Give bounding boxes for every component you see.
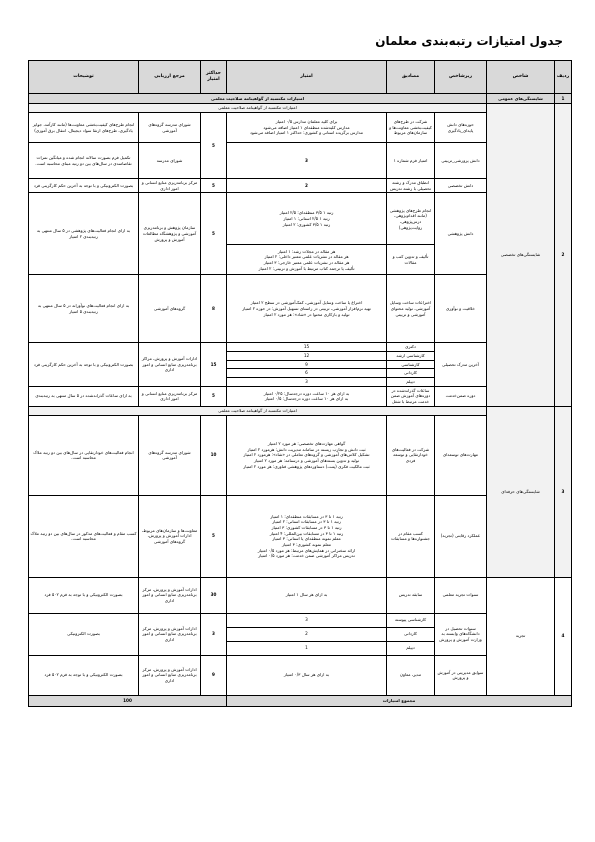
score-cell: 3 bbox=[227, 378, 387, 387]
header-examples: مصادیق bbox=[387, 61, 435, 94]
header-row-number: ردیف bbox=[555, 61, 572, 94]
header-score: امتیاز bbox=[227, 61, 387, 94]
score-cell: به ازای هر سال ۱ امتیاز bbox=[227, 577, 387, 613]
reference-cell: ادارات آموزش و پرورش، مرکز برنامه‌ریزی منابع انسانی و امور اداری bbox=[139, 577, 201, 613]
subindex-cell: دانش تخصصی bbox=[435, 179, 487, 193]
subindex-cell: مهارت‌های توسعه‌ای bbox=[435, 415, 487, 495]
index-cell: شایستگی‌های عمومی bbox=[487, 94, 555, 104]
reference-cell: گروه‌های آموزشی bbox=[139, 275, 201, 343]
examples-cell: ساعات گذراندشده در دوره‌های آموزش ضمن خدمت مرتبط با شغل bbox=[387, 386, 435, 406]
total-label: مجموع امتیازات bbox=[227, 695, 572, 706]
examples-cell: انطباق مدرک و رشته تحصیلی با رشته تدریس bbox=[387, 179, 435, 193]
reference-cell: ادارات آموزش و پرورش، مرکز برنامه‌ریزی منابع انسانی و امور اداری bbox=[139, 655, 201, 695]
document-title: جدول امتیازات رتبه‌بندی معلمان bbox=[375, 34, 563, 48]
examples-cell: شرکت در فعالیت‌های خودارتقایی و توسعه فردی bbox=[387, 415, 435, 495]
score-cell: برای کلیه معلمان مدارس ۰/۵ امتیاز مدارس کلیه‌شده منطقه‌ای ۱ امتیاز اضافه می‌شود مدارس برگزیده استانی و کشوری: حداکثر ۱ امتیاز اضافه می‌شود bbox=[227, 113, 387, 143]
max-score-cell: 5 bbox=[201, 113, 227, 179]
max-score-cell: 30 bbox=[201, 577, 227, 613]
notes-cell: به ازای انجام فعالیت‌های پژوهشی در ۵ سال منتهی به رتبه‌بندی ۲ امتیاز bbox=[29, 193, 139, 275]
score-cell: اختراع یا ساخت وسایل آموزشی، کمک‌آموزشی در سطح ۲ امتیاز تهیه نرم‌افزار آموزشی، تربیتی در راستای تسهیل آموزش: در حوزه ۲ امتیاز تولید و بازکاری محتوا در «شاد»: هر مورد ۲ امتیاز bbox=[227, 275, 387, 343]
reference-cell: سازمان پژوهش و برنامه‌ریزی آموزشی و پژوهشگاه مطالعات آموزش و پرورش bbox=[139, 193, 201, 275]
subindex-cell: عملکرد رقابتی (تجربه) bbox=[435, 495, 487, 577]
max-score-cell: 9 bbox=[201, 655, 227, 695]
max-score-cell: 5 bbox=[201, 179, 227, 193]
reference-cell: شورای مدرسه گروه‌های آموزشی bbox=[139, 415, 201, 495]
row-number: 2 bbox=[555, 104, 572, 407]
score-cell: 3 bbox=[227, 143, 387, 179]
notes-cell: به ازای انجام فعالیت‌های نوآورانه در ۵ سال منتهی به رتبه‌بندی ۵ امتیاز bbox=[29, 275, 139, 343]
table-row bbox=[29, 94, 572, 104]
score-cell: هر مقاله در مجلات رشد: ۱ امتیاز هر مقاله در نشریات علمی معتبر داخلی: ۲ امتیاز هر مقاله در نشریات علمی معتبر خارجی: ۳ امتیاز تألیف یا ترجمه کتاب مرتبط با آموزش و تربیتی: ۲ امتیاز bbox=[227, 245, 387, 275]
subindex-cell: دانش پرورشی_تربیتی bbox=[435, 143, 487, 179]
degree-cell: کارشناسی پیوسته bbox=[387, 613, 435, 627]
score-cell: گواهی مهارت‌های تخصصی: هر مورد ۲ امتیاز ثبت دانش و تجارب زیسته در سامانه مدیریت دانش: هرمورد ۲ امتیاز تشکیل کلاس‌های آموزشی و گروه‌های تعاملی در «شاد»: هرمورد ۲ امتیاز تولید و تدوین بسته‌های آموزشی و درسنامه: هر مورد ۲ امتیاز ثبت مالکیت فکری (پتنت) دستاوردهای پژوهشی فناوری: هر مورد ۲ امتیاز bbox=[227, 415, 387, 495]
table-row bbox=[29, 406, 572, 415]
notes-cell: به ازای ساعات گذراندشده در ۵ سال منتهی به رتبه‌بندی bbox=[29, 386, 139, 406]
reference-cell: شورای مدرسه bbox=[139, 143, 201, 179]
certificate-bar: امتیازات مکتسبه از گواهینامه صلاحیت معلمی bbox=[29, 94, 487, 104]
subindex-cell: آخرین مدرک تحصیلی bbox=[435, 343, 487, 386]
max-score-cell: 8 bbox=[201, 275, 227, 343]
subindex-cell: سوابق مدیریتی در آموزش و پرورش bbox=[435, 655, 487, 695]
examples-cell: مدیر، معاون bbox=[387, 655, 435, 695]
notes-cell: تکمیل فرم بصورت سالانه انجام شده و میانگین نمرات تقاضامندی در سال‌های بین دو رتبه مبنای محاسبه است. bbox=[29, 143, 139, 179]
scoring-table bbox=[28, 60, 572, 707]
score-cell: به ازای هر سال ۰/۳ امتیاز bbox=[227, 655, 387, 695]
header-reference: مرجع ارزیابی bbox=[139, 61, 201, 94]
notes-cell: بصورت الکترونیکی bbox=[29, 613, 139, 655]
score-cell: رتبه ۱ تا ۳ در مسابقات منطقه‌ای: ۱ امتیاز رتبه ۱ تا ۳ در مسابقات استانی: ۲ امتیاز رتبه ۱ تا ۳ در مسابقات کشوری: ۳ امتیاز رتبه ۱ تا ۳ در مسابقات بین‌المللی: ۴ امتیاز معلم نمونه منطقه‌ای یا استانی: ۳ امتیاز معلم نمونه کشوری: ۳ امتیاز ارائه سخنرانی در همایش‌های مرتبط: هر مورد ۰/۵ امتیاز تدریس مراکز آموزشی ضمن خدمت: هر مورد ۰/۵ امتیاز bbox=[227, 495, 387, 577]
subindex-cell: دوره ضمن‌خدمت bbox=[435, 386, 487, 406]
score-cell: 3 bbox=[227, 613, 387, 627]
notes-cell: بصورت الکترونیکی و با توجه به آخرین حکم کارگزینی فرد bbox=[29, 179, 139, 193]
max-score-cell: 5 bbox=[201, 386, 227, 406]
reference-cell: شورای مدرسه گروه‌های آموزشی bbox=[139, 113, 201, 143]
subindex-cell: خلاقیت و نوآوری bbox=[435, 275, 487, 343]
score-cell: 9 bbox=[227, 360, 387, 369]
header-notes: توضیحات bbox=[29, 61, 139, 94]
index-cell: شایستگی‌های حرفه‌ای bbox=[487, 406, 555, 577]
max-score-cell: 5 bbox=[201, 495, 227, 577]
table-row bbox=[29, 577, 572, 613]
score-cell: 15 bbox=[227, 343, 387, 352]
score-cell: 12 bbox=[227, 352, 387, 361]
degree-cell: کارشناسی ارشد bbox=[387, 352, 435, 361]
degree-cell: دکتری bbox=[387, 343, 435, 352]
reference-cell: مرکز برنامه‌ریزی منابع انسانی و امور اداری bbox=[139, 386, 201, 406]
subindex-cell: سنوات تحصیل در دانشگاه‌های وابسته به وزارت آموزش و پرورش bbox=[435, 613, 487, 655]
notes-cell: بصورت الکترونیکی و با توجه به فرم ۵۰۲ فرد bbox=[29, 655, 139, 695]
examples-cell: کسب مقام در جشنواره‌ها و مسابقات bbox=[387, 495, 435, 577]
examples-cell: انجام طرح‌های پژوهشی (مانند اقدام‌پژوهی، درس‌پژوهی، روایت‌پژوهی) bbox=[387, 193, 435, 245]
notes-cell: بصورت الکترونیکی و با توجه به آخرین حکم کارگزینی فرد bbox=[29, 343, 139, 386]
score-cell: 2 bbox=[227, 627, 387, 641]
examples-cell: سابقه تدریس bbox=[387, 577, 435, 613]
max-score-cell: 15 bbox=[201, 343, 227, 386]
degree-cell: دیپلم bbox=[387, 378, 435, 387]
examples-cell: اختراعات ساخت وسایل آموزشی، تولید محتوای آموزشی و تربیتی bbox=[387, 275, 435, 343]
examples-cell: تألیف و تدوین کتب و مقالات bbox=[387, 245, 435, 275]
subindex-cell: دانش پژوهشی bbox=[435, 193, 487, 275]
max-score-cell: 10 bbox=[201, 415, 227, 495]
score-cell: 1 bbox=[227, 641, 387, 655]
score-cell: 6 bbox=[227, 369, 387, 378]
notes-cell: کسب مقام و فعالیت‌های مذکور در سال‌های بین دو رتبه ملاک محاسبه است. bbox=[29, 495, 139, 577]
reference-cell: ادارات آموزش و پرورش، مراکز برنامه‌ریزی منابع انسانی و امور اداری bbox=[139, 343, 201, 386]
certificate-bar: امتیازات مکتسبه از گواهینامه صلاحیت معلمی bbox=[29, 406, 487, 415]
subindex-cell: سنوات تجربه معلمی bbox=[435, 577, 487, 613]
header-subindex: زیرشاخص bbox=[435, 61, 487, 94]
examples-cell: امتیاز فرم شماره ۱ bbox=[387, 143, 435, 179]
score-cell: به ازای هر ۱۰ ساعت دوره درجه‌سال: ۰/۲۵ امتیاز به ازای هر ۱۰ ساعت دوره درجه‌سال: ۰/۵ امتیاز bbox=[227, 386, 387, 406]
degree-cell: کارشناسی bbox=[387, 360, 435, 369]
total-row bbox=[29, 695, 572, 706]
degree-cell: کاردانی bbox=[387, 369, 435, 378]
row-number: 3 bbox=[555, 406, 572, 577]
examples-cell: شرکت در طرح‌های کیفیت‌بخشی معاونت‌ها و سازمان‌های مربوط bbox=[387, 113, 435, 143]
header-max-score: حداکثر امتیاز bbox=[201, 61, 227, 94]
table-row bbox=[29, 104, 572, 113]
index-cell: تجربه bbox=[487, 577, 555, 695]
certificate-bar: امتیازات مکتسبه از گواهینامه صلاحیت معلمی bbox=[29, 104, 487, 113]
max-score-cell: 3 bbox=[201, 613, 227, 655]
score-cell: 2 bbox=[227, 179, 387, 193]
notes-cell: انجام فعالیت‌های خودارتقایی در سال‌های بین دو رتبه ملاک محاسبه است. bbox=[29, 415, 139, 495]
total-value: 100 bbox=[29, 695, 227, 706]
score-cell: رتبه ۱ ۳/۵ منطقه‌ای: ۲/۵ امتیاز رتبه ۱ ۲/۵ استانی: ۱ امتیاز رتبه ۱ ۳/۵ کشوری: ۲ امتیاز bbox=[227, 193, 387, 245]
degree-cell: کاردانی bbox=[387, 627, 435, 641]
subindex-cell: حوزه‌های دانش پایه‌ای_یادگیری bbox=[435, 113, 487, 143]
max-score-cell: 5 bbox=[201, 193, 227, 275]
table-header-row bbox=[29, 61, 572, 94]
row-number: 1 bbox=[555, 94, 572, 104]
reference-cell: ادارات آموزش و پرورش، مرکز برنامه‌ریزی منابع انسانی و امور اداری bbox=[139, 613, 201, 655]
header-index: شاخص bbox=[487, 61, 555, 94]
reference-cell: معاونت‌ها و سازمان‌های مربوط، ادارات آموزش و پرورش، گروه‌های آموزشی bbox=[139, 495, 201, 577]
notes-cell: بصورت الکترونیکی و با توجه به فرم ۵۰۲ فرد bbox=[29, 577, 139, 613]
notes-cell: انجام طرح‌های کیفیت‌بخشی معاونت‌ها (مانند کارآمد، جوایز یادگیری، طرح‌های ارتقا سواد دیجیتال، انتقال برق آموزی) bbox=[29, 113, 139, 143]
row-number: 4 bbox=[555, 577, 572, 695]
reference-cell: مرکز برنامه‌ریزی منابع انسانی و امور اداری bbox=[139, 179, 201, 193]
degree-cell: دیپلم bbox=[387, 641, 435, 655]
index-cell: شایستگی‌های تخصصی bbox=[487, 104, 555, 407]
